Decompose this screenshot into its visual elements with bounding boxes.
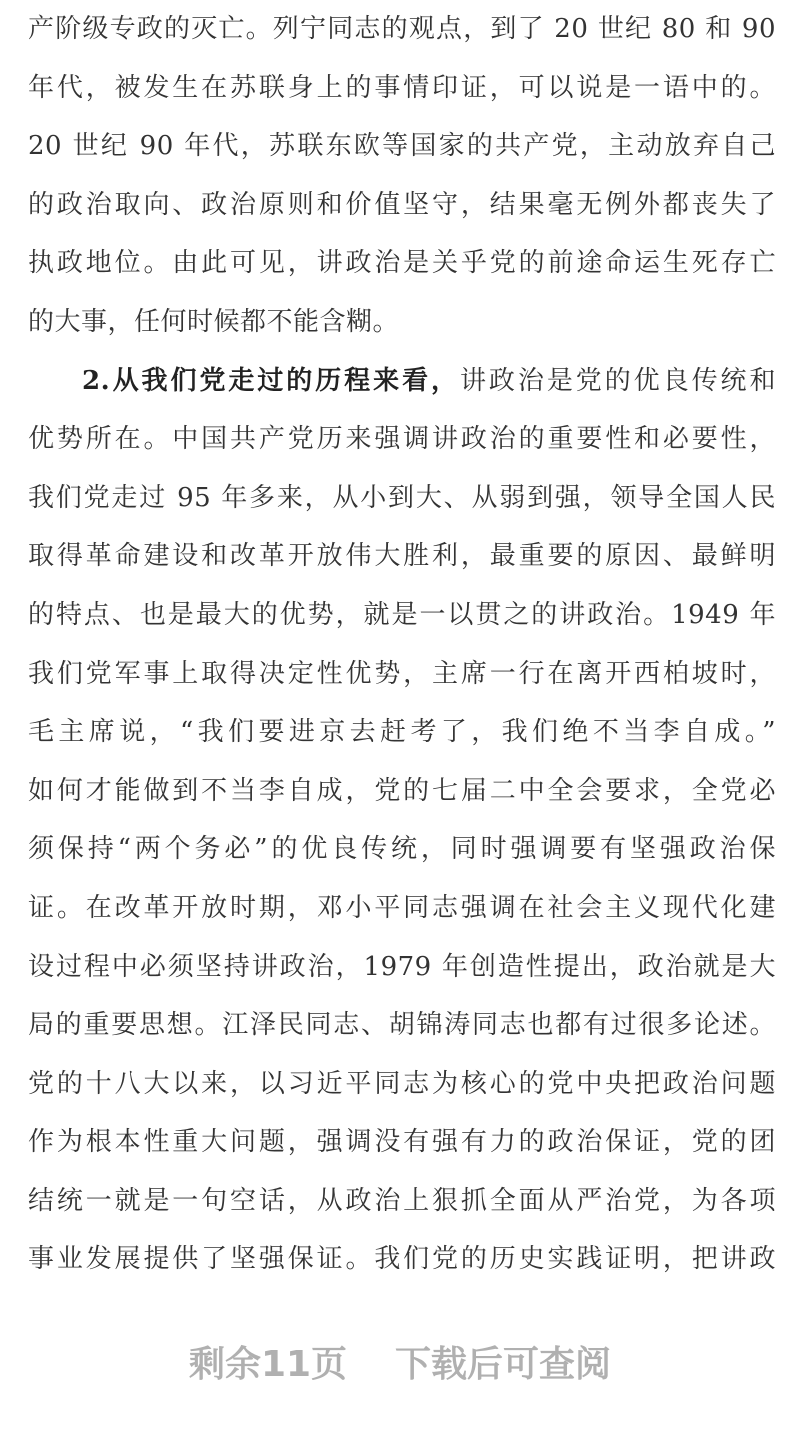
text-line bbox=[28, 1172, 776, 1231]
text-line bbox=[28, 762, 776, 821]
line-text: 20 世纪 90 年代，苏联东欧等国家的共产党，主动放弃自己 bbox=[28, 131, 776, 162]
text-line bbox=[28, 996, 776, 1055]
text-line bbox=[28, 645, 776, 704]
line-text: 的大事，任何时候都不能含糊。 bbox=[28, 306, 400, 337]
line-text: 执政地位。由此可见，讲政治是关乎党的前途命运生死存亡 bbox=[28, 248, 776, 279]
text-line bbox=[28, 234, 776, 293]
line-text: 产阶级专政的灭亡。列宁同志的观点，到了 20 世纪 80 和 90 bbox=[28, 14, 776, 44]
line-text: 结统一就是一句空话，从政治上狠抓全面从严治党，为各项 bbox=[28, 1185, 776, 1216]
text-line bbox=[28, 0, 776, 59]
text-line bbox=[28, 117, 776, 176]
line-text: 证。在改革开放时期，邓小平同志强调在社会主义现代化建 bbox=[28, 892, 776, 923]
text-line bbox=[28, 293, 776, 352]
line-text: 讲政治是党的优良传统和 bbox=[459, 365, 776, 396]
document-body bbox=[28, 0, 776, 1289]
line-text: 设过程中必须坚持讲政治，1979 年创造性提出，政治就是大 bbox=[28, 951, 776, 982]
line-text: 局的重要思想。江泽民同志、胡锦涛同志也都有过很多论述。 bbox=[28, 1010, 776, 1041]
line-text: 事业发展提供了坚强保证。我们党的历史实践证明，把讲政 bbox=[28, 1244, 776, 1275]
text-line bbox=[28, 469, 776, 528]
text-line bbox=[28, 1113, 776, 1172]
line-text: 的政治取向、政治原则和价值坚守，结果毫无例外都丧失了 bbox=[28, 189, 776, 220]
line-text: 如何才能做到不当李自成，党的七届二中全会要求，全党必 bbox=[28, 775, 776, 806]
line-text: 年代，被发生在苏联身上的事情印证，可以说是一语中的。 bbox=[28, 72, 776, 103]
text-line bbox=[28, 527, 776, 586]
remaining-pages-label: 剩余11页 bbox=[188, 1344, 348, 1385]
line-text: 优势所在。中国共产党历来强调讲政治的重要性和必要性， bbox=[28, 424, 776, 455]
text-line bbox=[28, 820, 776, 879]
line-text: 党的十八大以来，以习近平同志为核心的党中央把政治问题 bbox=[28, 1068, 776, 1099]
text-line bbox=[28, 703, 776, 762]
text-line bbox=[28, 1055, 776, 1114]
line-text: 作为根本性重大问题，强调没有强有力的政治保证，党的团 bbox=[28, 1127, 776, 1158]
line-text: 的特点、也是最大的优势，就是一以贯之的讲政治。1949 年 bbox=[28, 599, 776, 630]
text-line bbox=[28, 938, 776, 997]
text-line bbox=[28, 59, 776, 118]
text-line bbox=[28, 176, 776, 235]
line-text: 须保持“两个务必”的优良传统，同时强调要有坚强政治保 bbox=[28, 834, 776, 865]
text-line bbox=[28, 1230, 776, 1289]
text-line bbox=[28, 586, 776, 645]
text-line bbox=[28, 879, 776, 938]
download-to-read-label: 下载后可查阅 bbox=[395, 1344, 612, 1385]
line-text: 毛主席说，“我们要进京去赶考了，我们绝不当李自成。” bbox=[28, 717, 776, 748]
line-text: 我们党走过 95 年多来，从小到大、从弱到强，领导全国人民 bbox=[28, 482, 776, 513]
line-text: 取得革命建设和改革开放伟大胜利，最重要的原因、最鲜明 bbox=[28, 541, 776, 572]
section-heading: 2.从我们党走过的历程来看， bbox=[82, 365, 460, 396]
text-line bbox=[28, 410, 776, 469]
download-prompt[interactable] bbox=[0, 1335, 800, 1395]
text-line bbox=[28, 352, 776, 411]
line-text: 我们党军事上取得决定性优势，主席一行在离开西柏坡时， bbox=[28, 658, 776, 689]
